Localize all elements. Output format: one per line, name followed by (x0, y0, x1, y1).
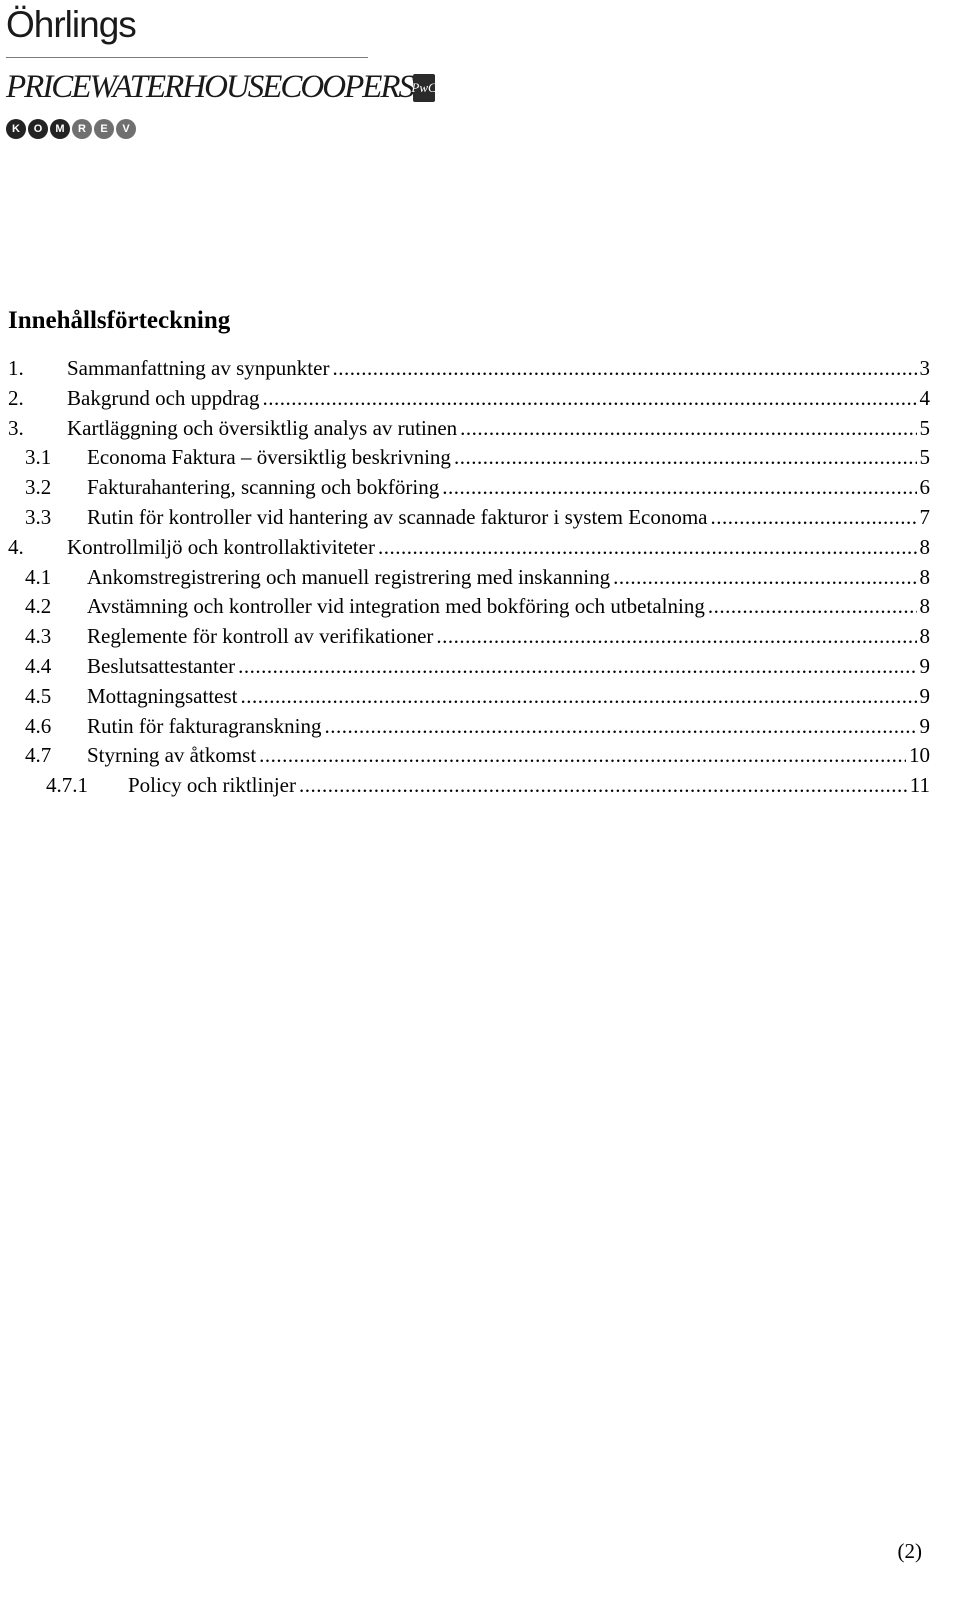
toc-entry-page: 5 (919, 445, 930, 470)
toc-entry-page: 11 (909, 773, 930, 798)
document-header (6, 0, 437, 139)
toc-entry[interactable] (8, 592, 930, 622)
logo-divider (6, 57, 368, 58)
toc-entry[interactable] (8, 563, 930, 593)
toc-entry-number: 3.1 (25, 445, 52, 470)
toc-dot-leader (460, 414, 916, 444)
toc-dot-leader (436, 622, 916, 652)
toc-entry-page: 9 (919, 713, 930, 738)
toc-entry[interactable] (8, 652, 930, 682)
toc-entry-page: 8 (919, 594, 930, 619)
toc-dot-leader (378, 533, 917, 563)
komrev-logo (6, 119, 368, 139)
komrev-letter: E (94, 119, 114, 139)
toc-entry-number: 1. (8, 356, 24, 380)
toc-entry[interactable] (8, 712, 930, 742)
toc-entry-title: Kartläggning och översiktlig analys av rutinen (67, 415, 458, 440)
toc-entry[interactable] (8, 741, 930, 771)
komrev-letter: V (116, 119, 136, 139)
toc-entry-number: 4.3 (25, 624, 52, 649)
toc-entry-title: Economa Faktura – översiktlig beskrivning (87, 445, 451, 470)
table-of-contents (8, 354, 930, 801)
toc-entry-page: 10 (909, 743, 930, 768)
toc-entry-title: Reglemente för kontroll av verifikationer (87, 624, 434, 649)
toc-dot-leader (259, 741, 906, 771)
toc-entry[interactable] (8, 443, 930, 473)
toc-entry-number: 4. (8, 534, 24, 559)
toc-entry-page: 8 (919, 534, 930, 559)
toc-entry-number: 3. (8, 415, 24, 440)
toc-entry-number: 3.3 (25, 504, 52, 529)
toc-dot-leader (238, 652, 916, 682)
toc-dot-leader (241, 682, 917, 712)
toc-entry-page: 4 (919, 385, 930, 410)
toc-entry[interactable] (8, 682, 930, 712)
toc-entry-title: Mottagningsattest (87, 683, 238, 708)
toc-entry[interactable] (8, 622, 930, 652)
toc-entry-number: 4.1 (25, 564, 52, 589)
toc-entry-page: 6 (919, 475, 930, 500)
komrev-letter: R (72, 119, 92, 139)
toc-title: Innehållsförteckning (8, 307, 231, 334)
toc-dot-leader (708, 592, 917, 622)
toc-entry-title: Fakturahantering, scanning och bokföring (87, 475, 440, 500)
toc-entry-number: 4.7 (25, 743, 52, 768)
toc-entry-number: 4.5 (25, 683, 52, 708)
toc-entry-page: 3 (919, 356, 930, 380)
toc-entry-title: Rutin för kontroller vid hantering av scannade fakturor i system Economa (87, 504, 708, 529)
toc-entry-number: 4.6 (25, 713, 52, 738)
toc-dot-leader (299, 771, 907, 801)
toc-entry[interactable] (8, 414, 930, 444)
komrev-letter: K (6, 119, 26, 139)
pwc-logo (6, 69, 437, 105)
toc-entry-title: Beslutsattestanter (87, 653, 236, 678)
ohrlings-logo-text: Öhrlings (6, 4, 136, 45)
toc-entry-page: 5 (919, 415, 930, 440)
toc-dot-leader (262, 384, 916, 414)
toc-entry[interactable] (8, 473, 930, 503)
toc-entry-number: 4.2 (25, 594, 52, 619)
toc-entry-title: Ankomstregistrering och manuell registrering med inskanning (87, 564, 611, 589)
toc-entry-title: Rutin för fakturagranskning (87, 713, 322, 738)
toc-entry[interactable] (8, 533, 930, 563)
toc-entry-page: 9 (919, 653, 930, 678)
toc-entry-number: 4.4 (25, 653, 52, 678)
komrev-letter: M (50, 119, 70, 139)
toc-entry-title: Styrning av åtkomst (87, 743, 257, 768)
toc-entry-title: Sammanfattning av synpunkter (67, 356, 330, 380)
toc-entry[interactable] (8, 771, 930, 801)
toc-entry[interactable] (8, 384, 930, 414)
toc-dot-leader (454, 443, 917, 473)
toc-dot-leader (442, 473, 916, 503)
toc-dot-leader (332, 354, 916, 384)
toc-dot-leader (324, 712, 916, 742)
toc-entry-title: Policy och riktlinjer (128, 773, 296, 798)
toc-entry-title: Kontrollmiljö och kontrollaktiviteter (67, 534, 375, 559)
toc-entry-number: 4.7.1 (46, 773, 88, 798)
toc-entry-page: 9 (919, 683, 930, 708)
toc-entry-page: 8 (919, 624, 930, 649)
komrev-letter: O (28, 119, 48, 139)
pwc-wordmark: PRICEWATERHOUSECOOPERS (6, 69, 414, 105)
toc-dot-leader (711, 503, 917, 533)
toc-entry[interactable] (8, 503, 930, 533)
toc-dot-leader (613, 563, 916, 593)
toc-entry-page: 7 (919, 504, 930, 529)
page-number: (2) (897, 1539, 922, 1563)
toc-entry-number: 3.2 (25, 475, 52, 500)
toc-entry-number: 2. (8, 385, 24, 410)
toc-entry-page: 8 (919, 564, 930, 589)
toc-entry[interactable] (8, 354, 930, 384)
toc-entry-title: Bakgrund och uppdrag (67, 385, 260, 410)
toc-entry-title: Avstämning och kontroller vid integration med bokföring och utbetalning (87, 594, 705, 619)
pwc-emblem-icon: PwC (413, 74, 435, 102)
